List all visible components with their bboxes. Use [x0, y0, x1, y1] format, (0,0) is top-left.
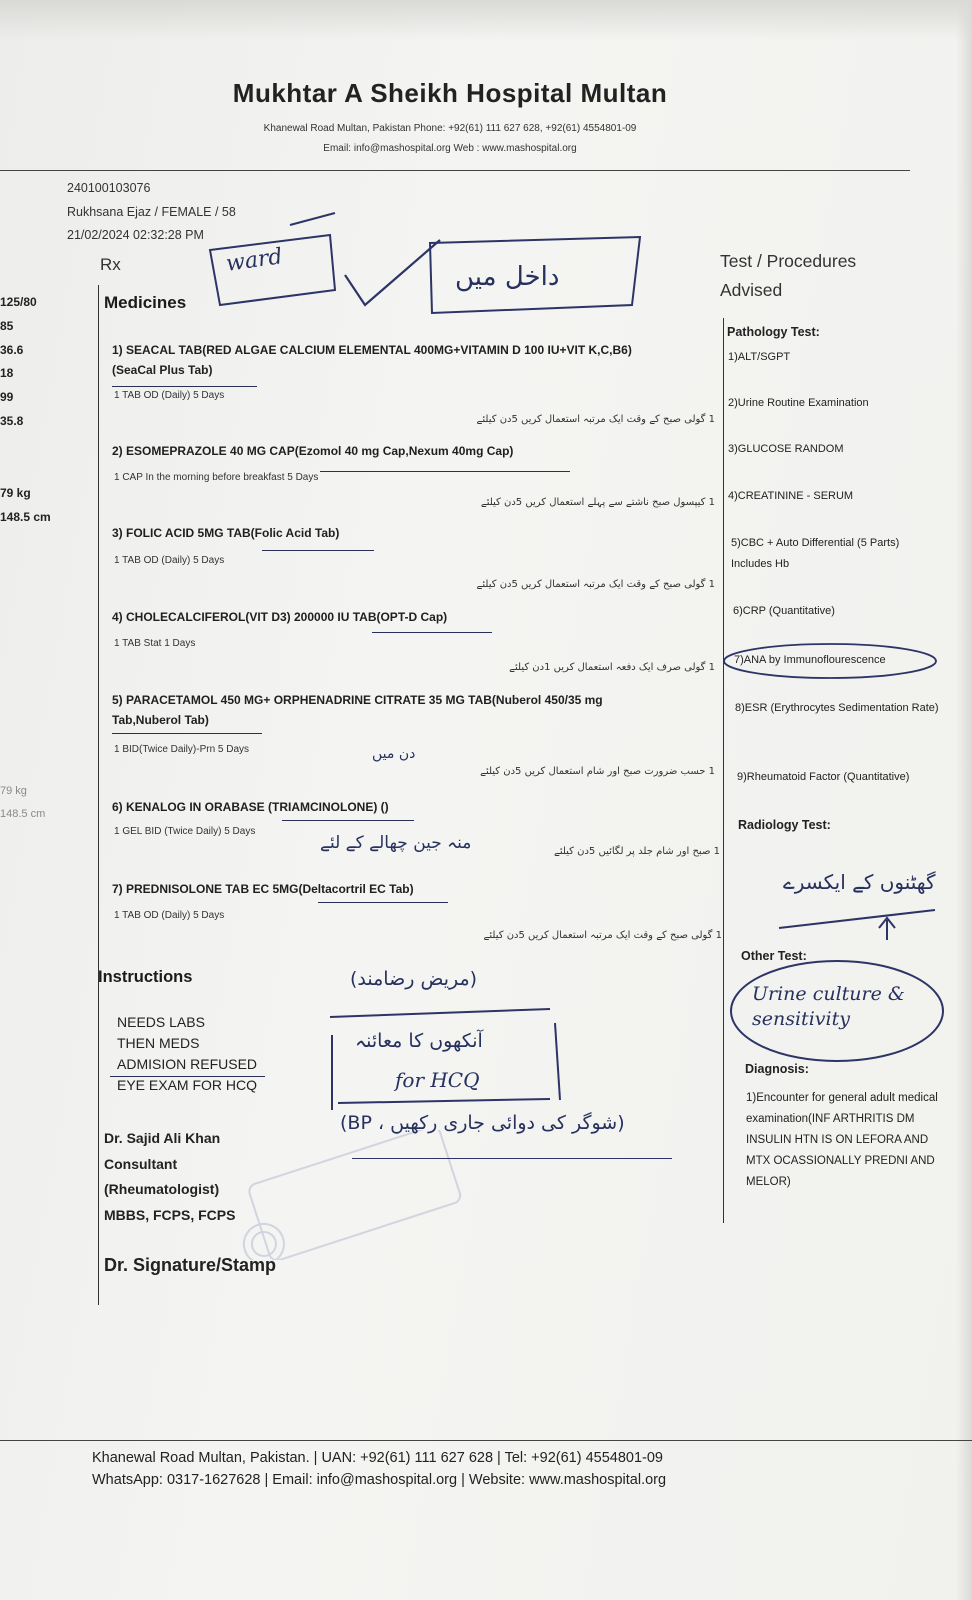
diagnosis-text: 1)Encounter for general adult medical examination(INF ARTHRITIS DM INSULIN HTN IS ON LEFORA AND MTX OCASSIONALLY PREDNI AND MELOR) [746, 1092, 938, 1188]
consent-urdu-note: (مریض رضامند) [350, 968, 478, 990]
test-item: 3)GLUCOSE RANDOM [728, 443, 844, 455]
left-column-line [98, 285, 99, 1305]
vital-other: 35.8 [0, 414, 24, 428]
medicine-7-title: 7) PREDNISOLONE TAB EC 5MG(Deltacortril EC Tab) [112, 882, 414, 896]
vital-resp: 18 [0, 366, 14, 380]
medicine-6-dose: 1 GEL BID (Twice Daily) 5 Days [114, 826, 256, 837]
hospital-website-link[interactable]: www.mashospital.org [482, 143, 577, 154]
hospital-address: Khanewal Road Multan, Pakistan Phone: +92(61) 111 627 628, +92(61) 4554801-09 [263, 123, 637, 134]
ink-underline [110, 1076, 265, 1077]
medicine-2-dose: 1 CAP In the morning before breakfast 5 Days [114, 472, 319, 483]
medicine-4-dose: 1 TAB Stat 1 Days [114, 638, 196, 649]
medicine-1-dose: 1 TAB OD (Daily) 5 Days [114, 390, 225, 401]
eye-note-box [320, 1005, 570, 1120]
doctor-title: Consultant [104, 1156, 178, 1172]
test-item: 2)Urine Routine Examination [728, 397, 869, 409]
medicine-2-urdu: 1 کیپسول صبح ناشتے سے پہلے استعمال کریں 5دن کیلئے [480, 497, 715, 508]
vital-bp: 125/80 [0, 295, 37, 309]
tests-heading: Test / Procedures Advised [720, 251, 857, 300]
ward-text: ward [224, 244, 285, 277]
radiology-heading: Radiology Test: [738, 818, 831, 832]
test-item: 9)Rheumatoid Factor (Quantitative) [737, 771, 910, 783]
medicine-3-urdu: 1 گولی صبح کے وقت ایک مرتبہ استعمال کریں 5دن کیلئے [476, 579, 715, 590]
instruction-item: NEEDS LABS [117, 1014, 205, 1030]
ana-circle [720, 640, 942, 682]
test-item: 8)ESR (Erythrocytes Sedimentation Rate) [735, 702, 939, 714]
medicine-1-urdu: 1 گولی صبح کے وقت ایک مرتبہ استعمال کریں 5دن کیلئے [476, 414, 715, 425]
test-item: 6)CRP (Quantitative) [733, 605, 835, 617]
admit-urdu-text: داخل میں [455, 262, 560, 292]
header-divider [0, 170, 910, 171]
hospital-contact [0, 143, 900, 154]
visit-datetime: 21/02/2024 02:32:28 PM [67, 228, 204, 242]
test-item: 1)ALT/SGPT [728, 351, 791, 363]
hospital-email: Email: info@mashospital.org Web : [323, 143, 483, 154]
instruction-item: ADMISION REFUSED [117, 1056, 258, 1072]
medicine-3-dose: 1 TAB OD (Daily) 5 Days [114, 555, 225, 566]
instruction-item: THEN MEDS [117, 1035, 200, 1051]
doctor-name: Dr. Sajid Ali Khan [104, 1130, 221, 1146]
medicine-3-title: 3) FOLIC ACID 5MG TAB(Folic Acid Tab) [112, 526, 340, 540]
ink-underline [352, 1158, 672, 1159]
patient-name-gender-age: Rukhsana Ejaz / FEMALE / 58 [67, 205, 236, 219]
test-item: 5)CBC + Auto Differential (5 Parts) Includes Hb [731, 537, 900, 570]
hospital-name: Mukhtar A Sheikh Hospital Multan [232, 78, 668, 108]
faint-weight: 79 kg [0, 785, 27, 797]
medicine-6-title: 6) KENALOG IN ORABASE (TRIAMCINOLONE) () [112, 800, 389, 814]
medicine-1-title [112, 340, 712, 380]
medicine-7-dose: 1 TAB OD (Daily) 5 Days [114, 910, 225, 921]
test-item: 4)CREATININE - SERUM [728, 490, 854, 502]
medicine-5-urdu: 1 حسب ضرورت صبح اور شام استعمال کریں 5دن کیلئے [480, 766, 715, 777]
medicine-4-urdu: 1 گولی صرف ایک دفعہ استعمال کریں 1دن کیلئے [509, 662, 715, 673]
patient-height: 148.5 cm [0, 510, 51, 524]
medicine-4-title: 4) CHOLECALCIFEROL(VIT D3) 200000 IU TAB(OPT-D Cap) [112, 610, 448, 624]
ink-underline [112, 386, 257, 387]
footer-address: Khanewal Road Multan, Pakistan. | UAN: +92(61) 111 627 628 | Tel: +92(61) 4554801-09 [92, 1450, 663, 1466]
eye-note-english: for HCQ [395, 1068, 480, 1092]
paper-edge [956, 0, 972, 1600]
radiology-urdu-note: گھٹنوں کے ایکسرے [783, 870, 936, 894]
medicine-5-title [112, 690, 712, 730]
patient-weight: 79 kg [0, 486, 31, 500]
ink-underline [262, 550, 374, 551]
vital-pulse: 85 [0, 319, 14, 333]
signature-label: Dr. Signature/Stamp [104, 1255, 277, 1275]
daily-urdu-note: دن میں [372, 746, 416, 762]
faint-height: 148.5 cm [0, 808, 46, 820]
doctor-degrees: MBBS, FCPS, FCPS [104, 1207, 236, 1223]
ink-underline [372, 632, 492, 633]
doctor-specialty: (Rheumatologist) [104, 1181, 220, 1197]
test-item: 7)ANA by Immunoflourescence [734, 654, 886, 666]
doctor-stamp [225, 1130, 475, 1260]
footer-contact: WhatsApp: 0317-1627628 | Email: info@mashospital.org | Website: www.mashospital.org [92, 1472, 667, 1488]
other-test-heading: Other Test: [741, 949, 807, 963]
rx-label: Rx [100, 255, 121, 274]
medicine-1-brand: (SeaCal Plus Tab) [112, 363, 213, 377]
ink-underline [282, 820, 414, 821]
radiology-underline [775, 900, 945, 942]
instruction-item: EYE EXAM FOR HCQ [117, 1077, 258, 1093]
pathology-heading: Pathology Test: [727, 325, 820, 339]
medicine-5-brand: Tab,Nuberol Tab) [112, 713, 209, 727]
vital-spo2: 99 [0, 390, 14, 404]
ink-underline [112, 733, 262, 734]
ink-underline [320, 471, 570, 472]
medicine-5-dose: 1 BID(Twice Daily)-Prn 5 Days [114, 744, 250, 755]
medicine-7-urdu: 1 گولی صبح کے وقت ایک مرتبہ استعمال کریں 5دن کیلئے [483, 930, 722, 941]
patient-mr-number: 240100103076 [67, 181, 151, 195]
instructions-heading: Instructions [98, 968, 193, 986]
ink-underline [318, 902, 448, 903]
medicine-6-urdu: 1 صبح اور شام جلد پر لگائیں 5دن کیلئے [553, 846, 720, 857]
other-test-handwritten: Urine culture & sensitivity [752, 983, 905, 1030]
vital-temp: 36.6 [0, 343, 24, 357]
medicine-1-name: 1) SEACAL TAB(RED ALGAE CALCIUM ELEMENTAL 400MG+VITAMIN D 100 IU+VIT K,C,B6) [112, 343, 632, 357]
medicine-2-title: 2) ESOMEPRAZOLE 40 MG CAP(Ezomol 40 mg Cap,Nexum 40mg Cap) [112, 444, 514, 458]
eye-note-urdu: آنکھوں کا معائنہ [355, 1030, 483, 1052]
mouth-urdu-note: منہ جین چھالے کے لئے [320, 833, 472, 853]
diagnosis-heading: Diagnosis: [745, 1062, 809, 1076]
medicines-heading: Medicines [104, 293, 187, 312]
bp-sugar-note: (BP ، شوگر کی دوائی جاری رکھیں) [340, 1112, 625, 1134]
right-column-line [723, 318, 724, 1223]
medicine-5-name: 5) PARACETAMOL 450 MG+ ORPHENADRINE CITRATE 35 MG TAB(Nuberol 450/35 mg [112, 693, 603, 707]
paper-shadow [0, 0, 972, 40]
footer-divider [0, 1440, 972, 1441]
